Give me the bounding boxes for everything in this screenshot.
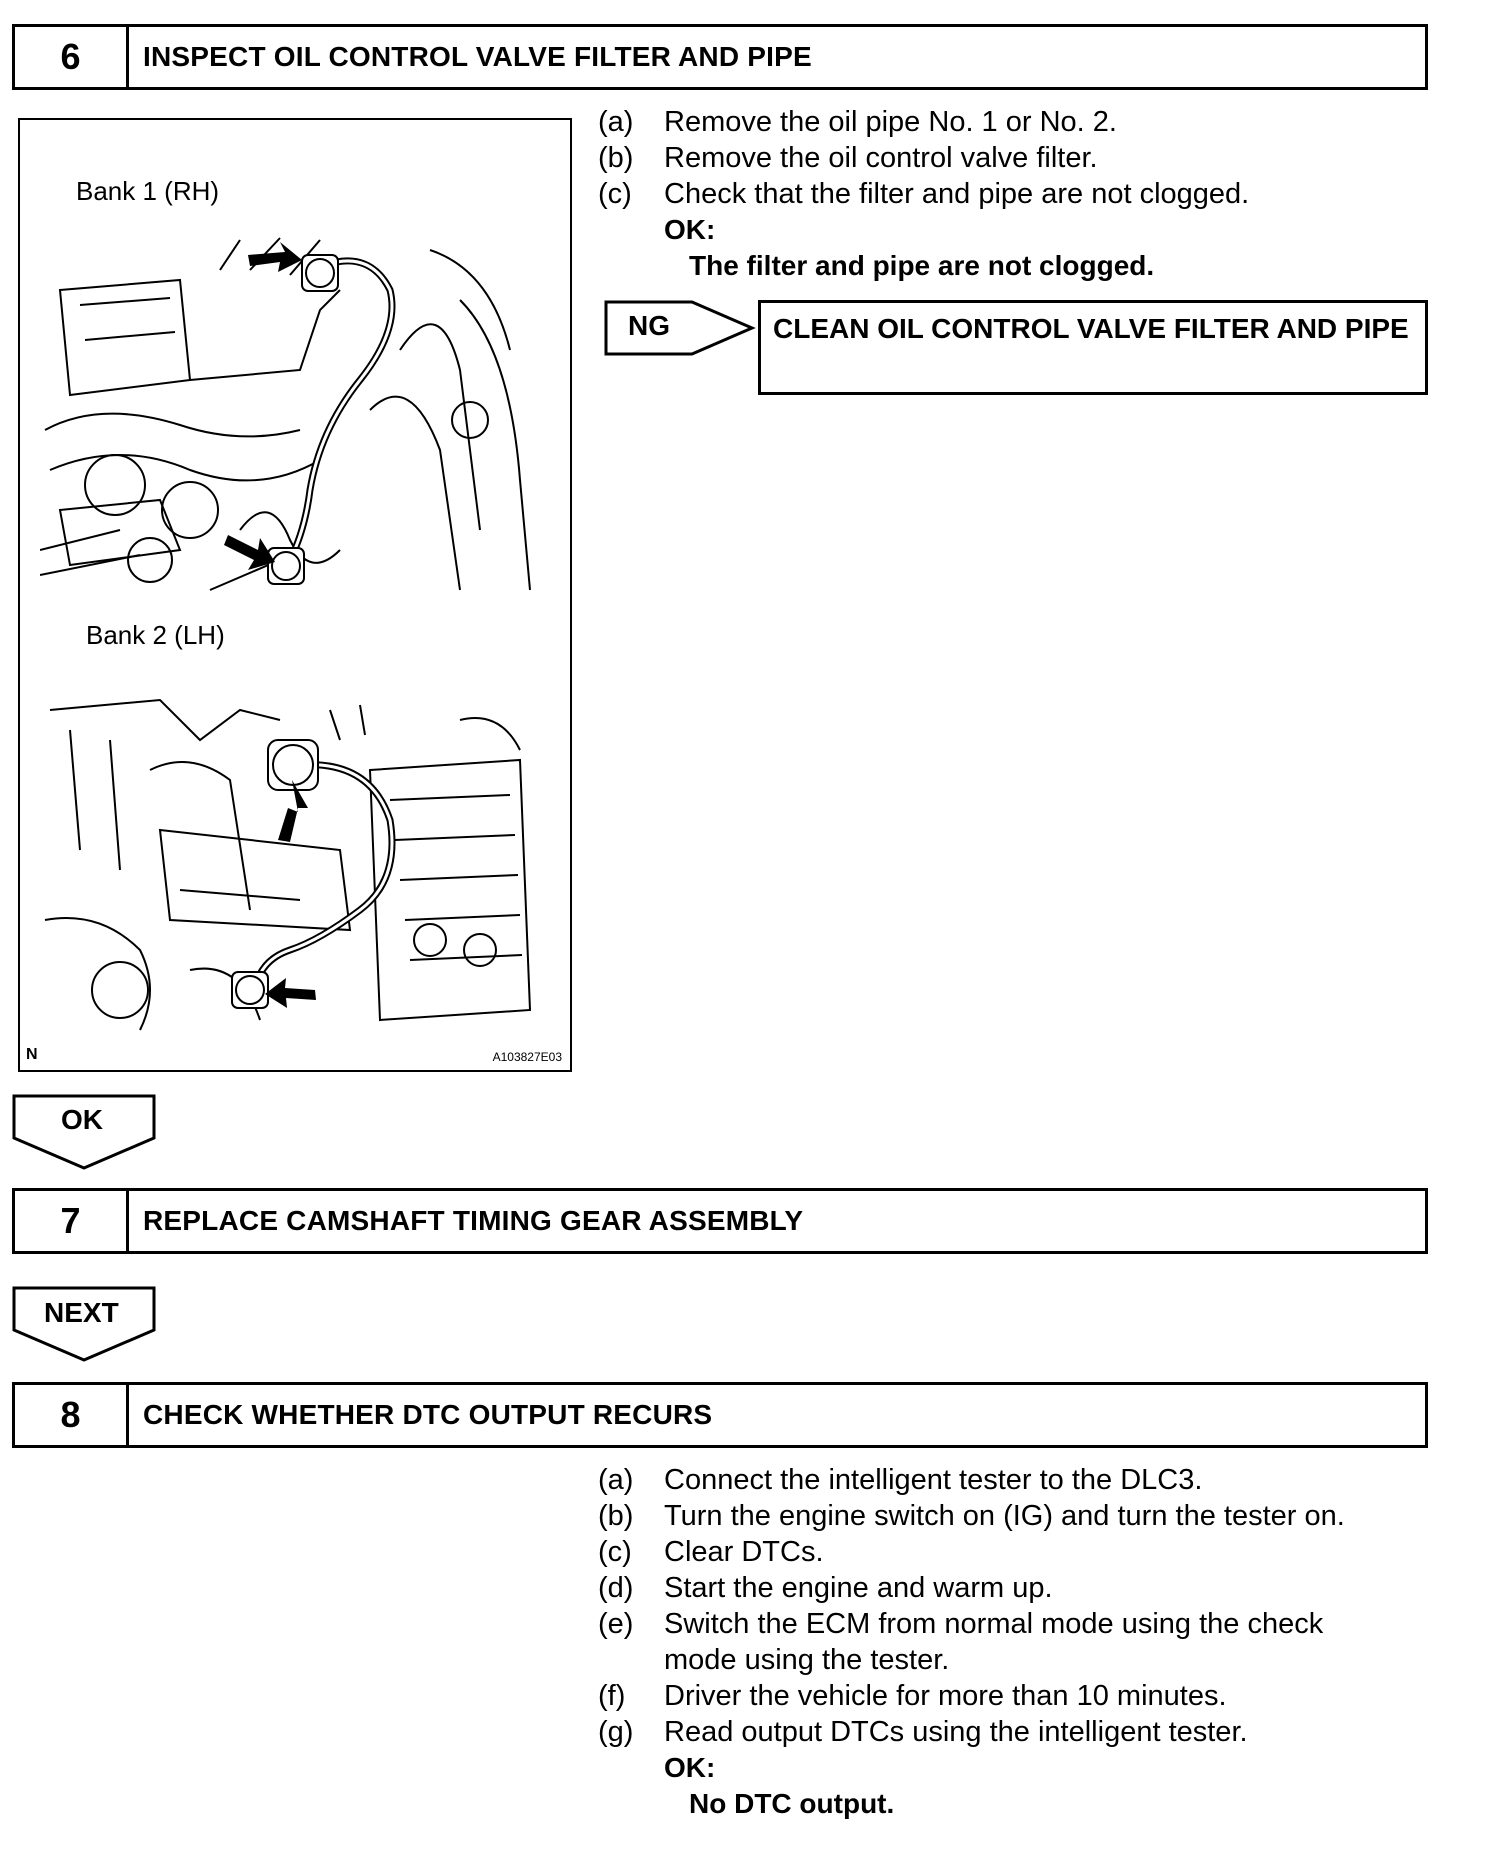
ok-flow-label: OK — [61, 1104, 103, 1135]
instruction-item: (a) Remove the oil pipe No. 1 or No. 2. — [598, 106, 1117, 138]
instruction-item: (a) Connect the intelligent tester to the DLC3. — [598, 1464, 1203, 1496]
step-6-header — [12, 24, 1428, 90]
instruction-item: (d) Start the engine and warm up. — [598, 1572, 1053, 1604]
instruction-item: (c) Clear DTCs. — [598, 1536, 824, 1568]
figure-code: A103827E03 — [492, 1050, 562, 1064]
figure-n-mark: N — [26, 1046, 38, 1063]
step-title: REPLACE CAMSHAFT TIMING GEAR ASSEMBLY — [143, 1205, 804, 1236]
instruction-item: (g) Read output DTCs using the intelligent tester. — [598, 1716, 1248, 1748]
instruction-item: (e) Switch the ECM from normal mode using the check mode using the tester. — [598, 1608, 1324, 1676]
next-flow-label: NEXT — [44, 1297, 119, 1328]
bank2-engine-drawing — [40, 690, 550, 1050]
step-number: 6 — [15, 27, 129, 87]
instruction-item: (b) Turn the engine switch on (IG) and turn the tester on. — [598, 1500, 1345, 1532]
bank1-label: Bank 1 (RH) — [76, 176, 220, 206]
step-number: 8 — [15, 1385, 129, 1445]
step-6-ok-criteria — [664, 212, 1154, 284]
step-title: CHECK WHETHER DTC OUTPUT RECURS — [143, 1399, 713, 1430]
instruction-item: (b) Remove the oil control valve filter. — [598, 142, 1098, 174]
step-8-header — [12, 1382, 1428, 1448]
ng-arrow — [604, 300, 756, 356]
bank1-engine-drawing — [40, 230, 550, 600]
instruction-item: (f) Driver the vehicle for more than 10 minutes. — [598, 1680, 1227, 1712]
ok-label: OK: — [664, 214, 716, 245]
ok-label: OK: — [664, 1752, 716, 1783]
step-title: INSPECT OIL CONTROL VALVE FILTER AND PIPE — [143, 41, 812, 72]
step-number: 7 — [15, 1191, 129, 1251]
step-8-instructions — [598, 1462, 1364, 1750]
step-8-ok-criteria — [664, 1750, 894, 1822]
ng-action-box: CLEAN OIL CONTROL VALVE FILTER AND PIPE — [758, 300, 1428, 395]
instruction-item: (c) Check that the filter and pipe are not clogged. — [598, 178, 1250, 210]
ok-value: The filter and pipe are not clogged. — [689, 250, 1155, 281]
ok-value: No DTC output. — [689, 1788, 895, 1819]
ng-label: NG — [628, 310, 670, 341]
engine-illustration — [18, 118, 572, 1072]
step-7-header — [12, 1188, 1428, 1254]
bank2-label: Bank 2 (LH) — [86, 620, 225, 650]
step-6-instructions — [598, 104, 1249, 212]
